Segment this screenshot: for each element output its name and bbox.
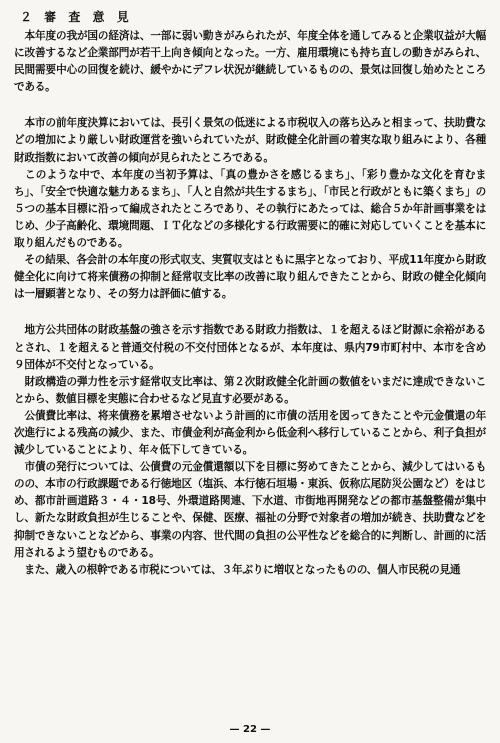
paragraph: このような中で、本年度の当初予算は、「真の豊かさを感じるまち」、「彩り豊かな文化を育むまち」、「安全で快適な魅力あるまち」、「人と自然が共生するまち」、「市民と行政がともに築くまち」の５つの基本目標に沿って編成されたところであり、その執行にあたっては、総合５か年計画事業をはじめ、少子高齢化、環境問題、ＩＴ化などの多様化する行政需要に的確に対応していくことを基本に取り組んだものである。 <box>14 168 486 250</box>
paragraph: また、歳入の根幹である市税については、３年ぶりに増収となったものの、個人市民税の見通 <box>14 563 461 576</box>
section-heading: ２ 審 査 意 見 <box>20 10 133 24</box>
paragraph: 本市の前年度決算においては、長引く景気の低迷による市税収入の落ち込みと相まって、扶助費などの増加により厳しい財政運営を強いられていたが、財政健全化計画の着実な取り組みにより、各種財政指数において改善の傾向が見られたところである。 <box>14 117 486 164</box>
section-gap <box>14 303 486 322</box>
section-finance-indicators <box>14 322 486 578</box>
paragraph: 地方公共団体の財政基盤の強さを示す指数である財政力指数は、１を超えるほど財源に余裕があるとされ、１を超えると普通交付税の不交付団体となるが、本年度は、県内79市町村中、本市を含め９団体が不交付となっている。 <box>14 324 486 371</box>
page-number: — 22 — <box>229 724 271 735</box>
paragraph: 市債の発行については、公債費の元金償還額以下を目標に努めてきたことから、減少してはいるものの、本市の行政課題である行徳地区（塩浜、本行徳石垣場・東浜、仮称広尾防災公園など）をはじめ、都市計画道路３・４・18号、外環道路関連、下水道、市街地再開発などの都市基盤整備が集中し、新たな財政負担が生じることや、保健、医療、福祉の分野で対象者の増加が続き、扶助費などを抑制できないことなどから、事業の内容、世代間の負担の公平性などを総合的に判断し、計画的に活用されるよう望むものである。 <box>14 461 486 559</box>
section-budget <box>14 115 486 303</box>
paragraph: 本年度の我が国の経済は、一部に弱い動きがみられたが、年度全体を通してみると企業収益が大幅に改善するなど企業部門が若干上向き傾向となった。一方、雇用環境にも持ち直しの動きがみられ、民間需要中心の回復を続け、緩やかにデフレ状況が継続しているものの、景気は回復し始めたところである。 <box>14 30 486 94</box>
section-gap <box>14 96 486 115</box>
paragraph: 財政構造の弾力性を示す経常収支比率は、第２次財政健全化計画の数値をいまだに達成できないことから、数値目標を実態に合わせるなど見直す必要がある。 <box>14 375 486 405</box>
paragraph: 公債費比率は、将来債務を累増させないよう計画的に市債の活用を図ってきたことや元金償還の年次進行による残高の減少、また、市債金利が高金利から低金利へ移行していることから、利子負担が減少していることにより、年々低下してきている。 <box>14 409 486 457</box>
paragraph: その結果、各会計の本年度の形式収支、実質収支はともに黒字となっており、平成11年度から財政健全化に向けて将来債務の抑制と経常収支比率の改善に取り組んできたことから、財政の健全化傾向は一層顕著となり、その努力は評価に値する。 <box>14 254 486 301</box>
section-economy <box>14 28 486 96</box>
